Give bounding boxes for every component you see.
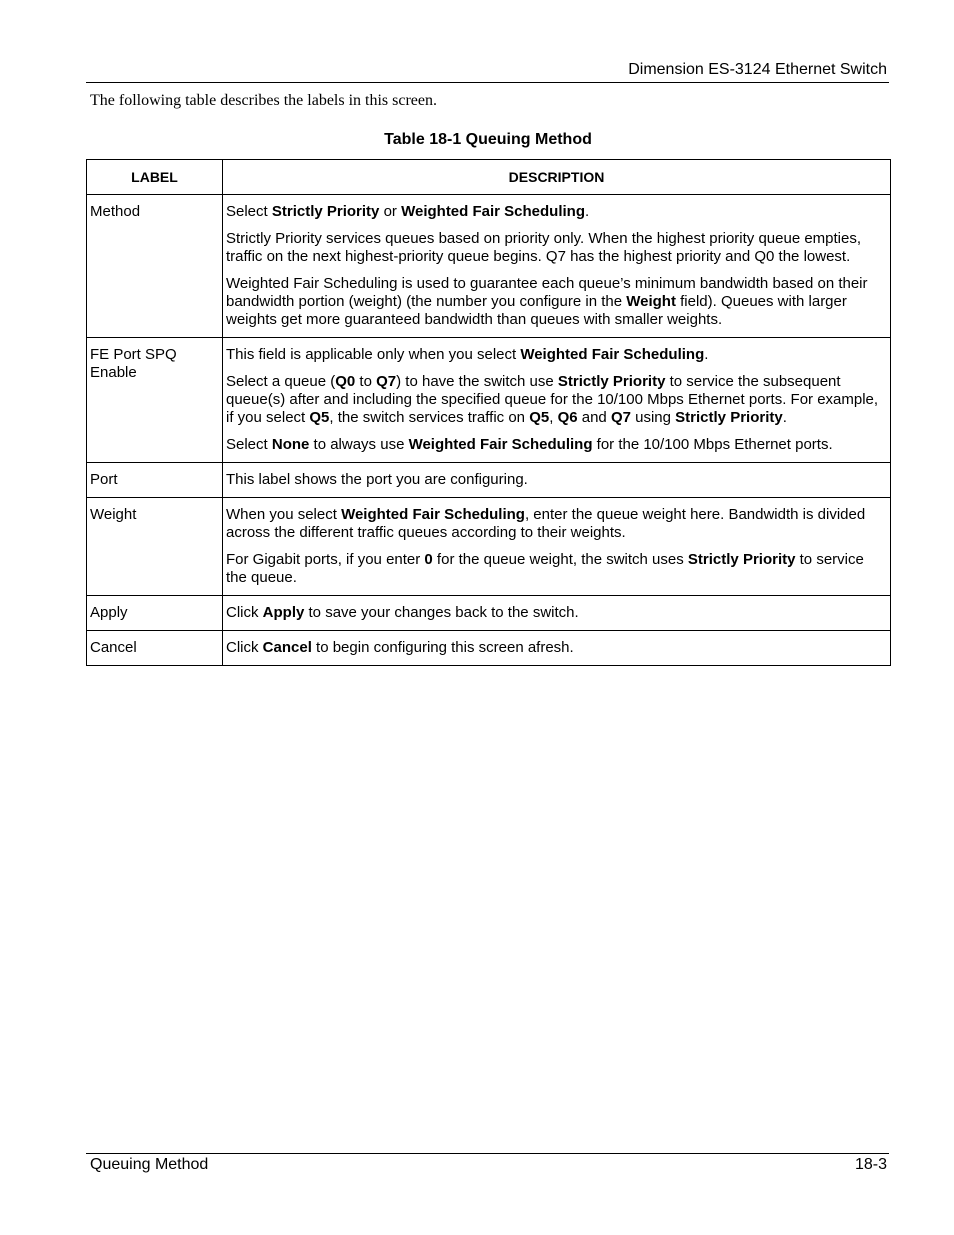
text-run: , — [549, 409, 558, 426]
bold-term: Weighted Fair Scheduling — [341, 506, 525, 523]
bold-term: Cancel — [262, 639, 312, 656]
bold-term: Q6 — [557, 409, 578, 426]
row-label: Apply — [87, 596, 223, 631]
column-header-label: LABEL — [87, 160, 223, 195]
text-run: Click — [226, 604, 263, 621]
table-caption: Table 18-1 Queuing Method — [384, 131, 592, 148]
table-row — [87, 338, 891, 463]
bold-term: Strictly Priority — [271, 203, 380, 220]
table-row — [87, 631, 891, 666]
text-run: field). Queues with larger weights get more guaranteed bandwidth than queues with smaller weights. — [226, 293, 847, 328]
bold-term: Q7 — [610, 409, 631, 426]
text-run: This label shows the port you are configuring. — [226, 471, 528, 488]
column-header-description: DESCRIPTION — [223, 160, 891, 195]
text-run: . — [704, 346, 709, 363]
text-run: . — [585, 203, 590, 220]
text-run: Strictly Priority services queues based on priority only. When the highest priority queue empties, traffic on the next highest-priority queue begins. Q7 has the highest priority and Q0 the lowest. — [226, 230, 862, 265]
row-label: Cancel — [87, 631, 223, 666]
row-description — [223, 631, 891, 666]
text-run: When you select — [226, 506, 342, 523]
row-description — [223, 195, 891, 338]
page-footer — [86, 1153, 889, 1173]
table-row — [87, 463, 891, 498]
text-run: and — [577, 409, 611, 426]
description-paragraph — [226, 506, 887, 542]
description-paragraph — [226, 346, 887, 364]
description-paragraph — [226, 471, 887, 489]
description-paragraph — [226, 551, 887, 587]
description-paragraph — [226, 373, 887, 427]
table-header-row — [87, 160, 891, 195]
intro-text: The following table describes the labels in this screen. — [90, 92, 438, 109]
bold-term: Q7 — [376, 373, 397, 390]
row-label: FE Port SPQ Enable — [87, 338, 223, 463]
text-run: , the switch services traffic on — [329, 409, 530, 426]
text-run: for the queue weight, the switch uses — [432, 551, 688, 568]
text-run: to always use — [309, 436, 409, 453]
description-paragraph — [226, 436, 887, 454]
bold-term: Q5 — [529, 409, 550, 426]
text-run: to save your changes back to the switch. — [304, 604, 579, 621]
text-run: Select a queue ( — [226, 373, 336, 390]
row-label: Method — [87, 195, 223, 338]
text-run: or — [379, 203, 402, 220]
text-run: Click — [226, 639, 263, 656]
text-run: to begin configuring this screen afresh. — [311, 639, 574, 656]
bold-term: Apply — [262, 604, 305, 621]
text-run: For Gigabit ports, if you enter — [226, 551, 425, 568]
description-paragraph — [226, 203, 887, 221]
bold-term: Weighted Fair Scheduling — [408, 436, 593, 453]
text-run: to service the queue. — [226, 551, 864, 586]
text-run: Select — [226, 203, 272, 220]
text-run: to — [355, 373, 377, 390]
text-run: This field is applicable only when you select — [226, 346, 521, 363]
bold-term: Strictly Priority — [687, 551, 796, 568]
text-run: ) to have the switch use — [396, 373, 558, 390]
description-table — [86, 159, 891, 666]
description-paragraph — [226, 639, 887, 657]
bold-term: Weighted Fair Scheduling — [520, 346, 705, 363]
description-paragraph — [226, 604, 887, 622]
table-row — [87, 498, 891, 596]
row-description — [223, 338, 891, 463]
table-row — [87, 596, 891, 631]
page-header — [86, 60, 889, 83]
description-paragraph — [226, 230, 887, 266]
header-title: Dimension ES-3124 Ethernet Switch — [628, 61, 887, 78]
footer-section-title: Queuing Method — [90, 1156, 209, 1173]
row-description — [223, 463, 891, 498]
row-description — [223, 596, 891, 631]
table-row — [87, 195, 891, 338]
bold-term: Q0 — [335, 373, 356, 390]
text-run: to service the subsequent queue(s) after and including the specified queue for the 10/100 Mbps Ethernet ports. For example, if you select — [226, 373, 879, 426]
text-run: . — [782, 409, 787, 426]
bold-term: Strictly Priority — [557, 373, 666, 390]
table-body — [87, 195, 891, 666]
bold-term: Weighted Fair Scheduling — [401, 203, 585, 220]
row-label: Port — [87, 463, 223, 498]
bold-term: Weight — [626, 293, 676, 310]
text-run: Select — [226, 436, 272, 453]
bold-term: Strictly Priority — [675, 409, 783, 426]
footer-page-number: 18-3 — [854, 1156, 887, 1173]
text-run: using — [630, 409, 676, 426]
text-run: , enter the queue weight here. Bandwidth is divided across the different traffic queues according to their weights. — [226, 506, 866, 541]
bold-term: 0 — [424, 551, 433, 568]
text-run: Weighted Fair Scheduling is used to guarantee each queue’s minimum bandwidth based on their bandwidth portion (weight) (the number you configure in the — [226, 275, 868, 310]
bold-term: Q5 — [309, 409, 330, 426]
text-run: for the 10/100 Mbps Ethernet ports. — [592, 436, 833, 453]
row-description — [223, 498, 891, 596]
bold-term: None — [271, 436, 310, 453]
description-paragraph — [226, 275, 887, 329]
row-label: Weight — [87, 498, 223, 596]
